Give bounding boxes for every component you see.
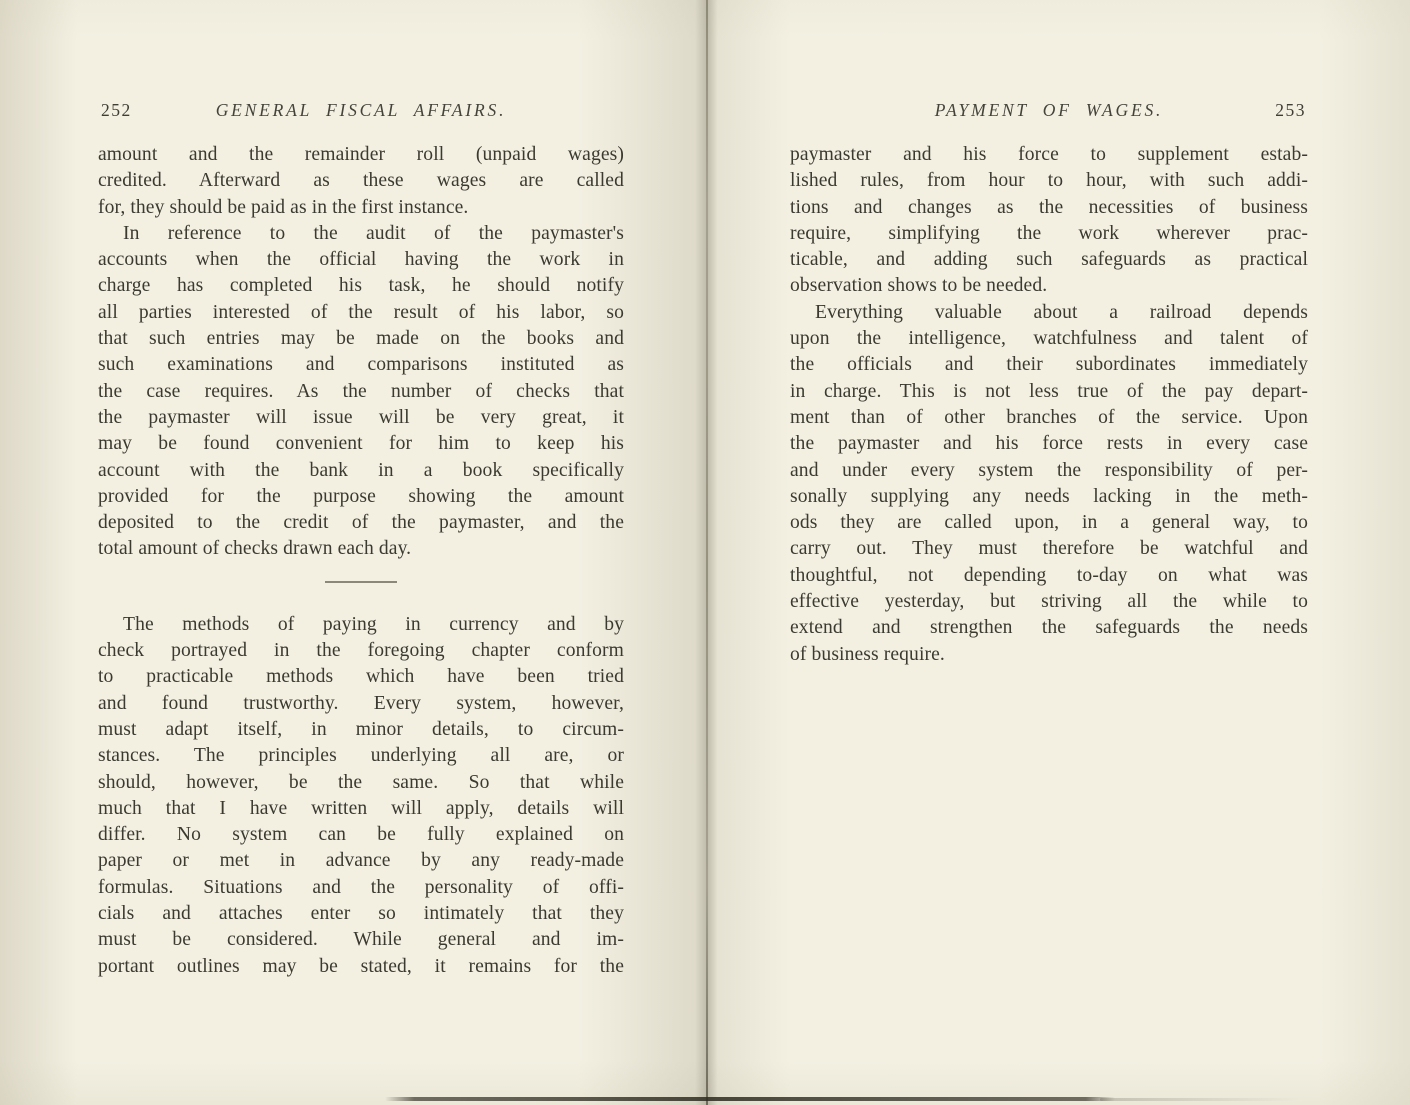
left-page bbox=[98, 100, 624, 980]
paragraph bbox=[98, 142, 624, 221]
text-line: upon the intelligence, watchfulness and talent of bbox=[790, 328, 1308, 350]
text-line: should, however, be the same. So that while bbox=[98, 771, 624, 793]
text-line: sonally supplying any needs lacking in the meth- bbox=[790, 485, 1308, 507]
text-line: ticable, and adding such safeguards as practical bbox=[790, 249, 1308, 271]
text-line: total amount of checks drawn each day. bbox=[98, 538, 412, 560]
text-line: the case requires. As the number of checks that bbox=[98, 380, 624, 402]
text-line: lished rules, from hour to hour, with such addi- bbox=[790, 170, 1308, 192]
text-line: account with the bank in a book specifically bbox=[98, 459, 624, 481]
text-line: the officials and their subordinates immediately bbox=[790, 354, 1308, 376]
text-line: may be found convenient for him to keep his bbox=[98, 433, 624, 455]
text-line: amount and the remainder roll (unpaid wages) bbox=[98, 144, 624, 165]
left-running-head: GENERAL FISCAL AFFAIRS. bbox=[215, 100, 507, 120]
text-line: formulas. Situations and the personality of offi- bbox=[98, 876, 624, 898]
text-line: effective yesterday, but striving all the while to bbox=[790, 591, 1308, 613]
text-line: and found trustworthy. Every system, however, bbox=[98, 692, 624, 714]
text-line: portant outlines may be stated, it remains for the bbox=[98, 955, 624, 977]
text-line: In reference to the audit of the paymaster's bbox=[123, 222, 624, 244]
text-line: ods they are called upon, in a general way, to bbox=[790, 512, 1308, 534]
text-line: check portrayed in the foregoing chapter conform bbox=[98, 640, 624, 662]
text-line: differ. No system can be fully explained on bbox=[98, 824, 624, 846]
text-line: ment than of other branches of the service. Upon bbox=[790, 406, 1308, 428]
text-line: Everything valuable about a railroad depends bbox=[815, 301, 1308, 323]
text-line: paper or met in advance by any ready-made bbox=[98, 850, 624, 872]
left-page-number: 252 bbox=[101, 100, 132, 120]
right-page-header bbox=[790, 100, 1308, 122]
text-line: that such entries may be made on the books and bbox=[98, 328, 624, 350]
text-line: of business require. bbox=[790, 643, 945, 665]
text-line: extend and strengthen the safeguards the needs bbox=[790, 617, 1308, 639]
gutter-crease bbox=[706, 0, 708, 1105]
text-line: the paymaster will issue will be very great, it bbox=[98, 406, 624, 428]
paragraph bbox=[98, 612, 624, 980]
text-line: require, simplifying the work wherever prac- bbox=[790, 222, 1308, 244]
text-line: cials and attaches enter so intimately that they bbox=[98, 903, 624, 925]
paragraph bbox=[790, 300, 1308, 668]
text-line: must adapt itself, in minor details, to circum- bbox=[98, 718, 624, 740]
text-line: provided for the purpose showing the amount bbox=[98, 485, 624, 507]
text-line: in charge. This is not less true of the pay depart- bbox=[790, 380, 1308, 402]
right-page-body bbox=[790, 142, 1308, 668]
paragraph bbox=[98, 221, 624, 563]
text-line: much that I have written will apply, details will bbox=[98, 797, 624, 819]
text-line: and under every system the responsibility of per- bbox=[790, 459, 1308, 481]
left-page-header bbox=[98, 100, 624, 122]
text-line: credited. Afterward as these wages are called bbox=[98, 170, 624, 192]
text-line: observation shows to be needed. bbox=[790, 275, 1048, 297]
paragraph bbox=[790, 142, 1308, 300]
text-line: must be considered. While general and im- bbox=[98, 929, 624, 951]
right-page bbox=[790, 100, 1308, 668]
text-line: the paymaster and his force rests in every case bbox=[790, 433, 1308, 455]
text-line: all parties interested of the result of his labor, so bbox=[98, 301, 624, 323]
text-line: such examinations and comparisons instituted as bbox=[98, 354, 624, 376]
right-page-number: 253 bbox=[1275, 100, 1306, 120]
text-line: deposited to the credit of the paymaster, and the bbox=[98, 512, 624, 534]
right-running-head: PAYMENT OF WAGES. bbox=[934, 100, 1164, 120]
text-line: paymaster and his force to supplement estab- bbox=[790, 144, 1308, 165]
text-line: charge has completed his task, he should notify bbox=[98, 275, 624, 297]
left-page-body bbox=[98, 142, 624, 980]
text-line: for, they should be paid as in the first instance. bbox=[98, 196, 469, 218]
text-line: thoughtful, not depending to-day on what was bbox=[790, 564, 1308, 586]
text-line: tions and changes as the necessities of business bbox=[790, 196, 1308, 218]
text-line: accounts when the official having the work in bbox=[98, 249, 624, 271]
text-line: The methods of paying in currency and by bbox=[123, 613, 624, 635]
page-bottom-edge-shadow bbox=[385, 1097, 1115, 1101]
section-divider bbox=[325, 581, 397, 583]
text-line: carry out. They must therefore be watchful and bbox=[790, 538, 1308, 560]
text-line: stances. The principles underlying all are, or bbox=[98, 745, 624, 767]
text-line: to practicable methods which have been tried bbox=[98, 666, 624, 688]
page-bottom-edge-shadow-faint bbox=[1100, 1098, 1300, 1101]
